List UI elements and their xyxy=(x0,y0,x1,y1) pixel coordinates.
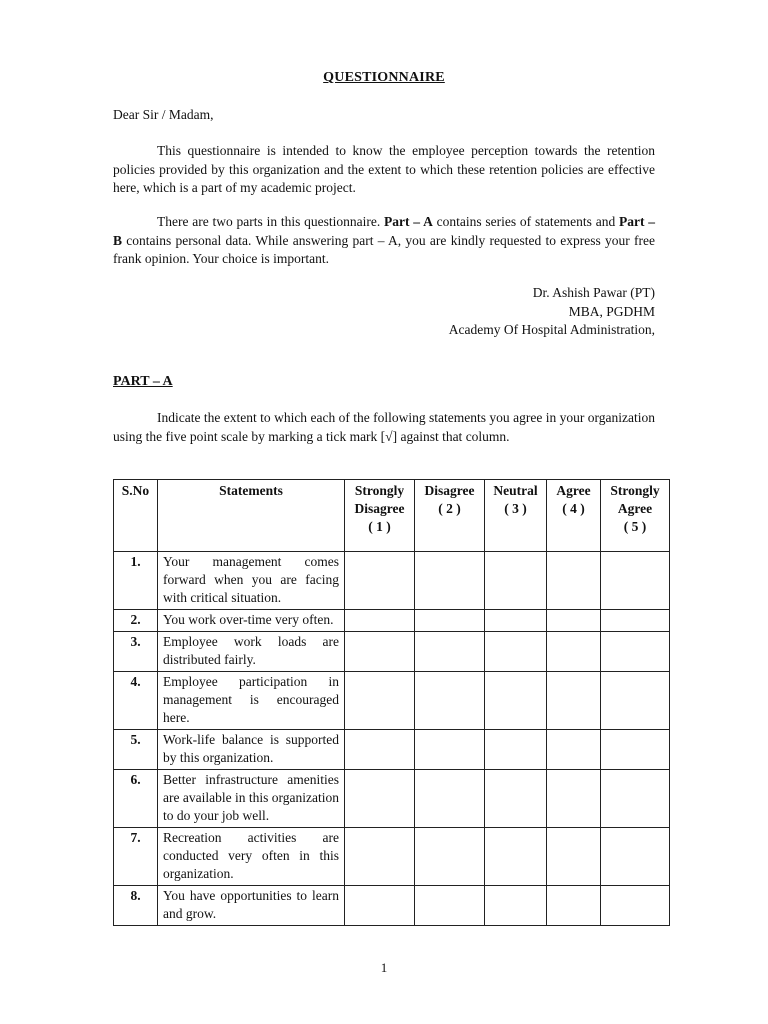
tick-cell-neutral[interactable] xyxy=(485,828,547,886)
part-a-instruction xyxy=(113,409,655,446)
page-number: 1 xyxy=(380,960,388,975)
tick-cell-strongly-disagree[interactable] xyxy=(345,828,415,886)
table-row xyxy=(114,886,670,926)
header-neutral-num: ( 3 ) xyxy=(504,501,527,516)
row-statement: Employee work loads are distributed fairly. xyxy=(158,632,345,672)
tick-cell-neutral[interactable] xyxy=(485,632,547,672)
tick-cell-strongly-disagree[interactable] xyxy=(345,672,415,730)
header-sno xyxy=(114,480,158,552)
tick-cell-agree[interactable] xyxy=(547,730,601,770)
tick-cell-agree[interactable] xyxy=(547,632,601,672)
row-sno: 8. xyxy=(114,886,158,926)
intro-text: This questionnaire is intended to know the employee perception towards the retention policies provided by this organization and the extent to which these retention policies are effective here, which is a part of my academic project. xyxy=(113,143,655,195)
row-sno: 6. xyxy=(114,770,158,828)
tick-cell-strongly-disagree[interactable] xyxy=(345,730,415,770)
header-strongly-disagree-num: ( 1 ) xyxy=(368,519,391,534)
header-neutral xyxy=(485,480,547,552)
parts-text-3: contains personal data. While answering part – A, you are kindly requested to express your free frank opinion. Your choice is important. xyxy=(113,232,655,266)
table-row xyxy=(114,730,670,770)
tick-cell-strongly-agree[interactable] xyxy=(601,672,670,730)
tick-cell-agree[interactable] xyxy=(547,610,601,632)
tick-cell-disagree[interactable] xyxy=(415,672,485,730)
parts-paragraph xyxy=(113,213,655,269)
tick-cell-agree[interactable] xyxy=(547,770,601,828)
tick-cell-neutral[interactable] xyxy=(485,672,547,730)
tick-cell-disagree[interactable] xyxy=(415,632,485,672)
tick-cell-neutral[interactable] xyxy=(485,610,547,632)
tick-cell-disagree[interactable] xyxy=(415,770,485,828)
header-agree-num: ( 4 ) xyxy=(562,501,585,516)
header-disagree-label: Disagree xyxy=(424,483,475,498)
parts-text-1: There are two parts in this questionnaire. xyxy=(157,214,385,229)
tick-cell-disagree[interactable] xyxy=(415,828,485,886)
header-strongly-agree-num: ( 5 ) xyxy=(623,519,647,534)
header-strongly-agree-label: Strongly Agree xyxy=(610,483,660,516)
table-row xyxy=(114,672,670,730)
header-agree-label: Agree xyxy=(556,483,591,498)
header-neutral-label: Neutral xyxy=(493,483,538,498)
tick-cell-disagree[interactable] xyxy=(415,886,485,926)
signature-name: Dr. Ashish Pawar (PT) xyxy=(532,285,655,300)
header-strongly-disagree xyxy=(345,480,415,552)
row-sno: 5. xyxy=(114,730,158,770)
row-statement: Employee participation in management is encouraged here. xyxy=(158,672,345,730)
tick-cell-neutral[interactable] xyxy=(485,552,547,610)
table-row xyxy=(114,828,670,886)
tick-cell-agree[interactable] xyxy=(547,828,601,886)
signature-block xyxy=(449,284,655,340)
part-a-label: Part – A xyxy=(384,214,433,229)
tick-cell-strongly-disagree[interactable] xyxy=(345,886,415,926)
part-b-label: Part – B xyxy=(113,214,655,248)
row-statement: Your management comes forward when you are facing with critical situation. xyxy=(158,552,345,610)
tick-cell-strongly-disagree[interactable] xyxy=(345,770,415,828)
tick-cell-strongly-agree[interactable] xyxy=(601,828,670,886)
row-statement: You have opportunities to learn and grow. xyxy=(158,886,345,926)
header-statements-label: Statements xyxy=(219,483,283,498)
header-sno-label: S.No xyxy=(121,483,150,498)
tick-cell-strongly-disagree[interactable] xyxy=(345,632,415,672)
tick-cell-strongly-agree[interactable] xyxy=(601,886,670,926)
tick-cell-strongly-agree[interactable] xyxy=(601,730,670,770)
tick-cell-strongly-agree[interactable] xyxy=(601,552,670,610)
intro-paragraph xyxy=(113,142,655,198)
tick-cell-strongly-agree[interactable] xyxy=(601,770,670,828)
table-row xyxy=(114,610,670,632)
header-disagree-num: ( 2 ) xyxy=(438,501,461,516)
table-row xyxy=(114,552,670,610)
table-row xyxy=(114,632,670,672)
table-row xyxy=(114,770,670,828)
tick-cell-strongly-disagree[interactable] xyxy=(345,610,415,632)
row-sno: 2. xyxy=(114,610,158,632)
instruction-text: Indicate the extent to which each of the following statements you agree in your organization using the five point scale by marking a tick mark [√] against that column. xyxy=(113,410,655,444)
tick-cell-disagree[interactable] xyxy=(415,730,485,770)
questionnaire-table xyxy=(113,479,670,926)
salutation: Dear Sir / Madam, xyxy=(113,107,214,122)
header-agree xyxy=(547,480,601,552)
tick-cell-neutral[interactable] xyxy=(485,770,547,828)
row-statement: Work-life balance is supported by this organization. xyxy=(158,730,345,770)
signature-institution: Academy Of Hospital Administration, xyxy=(448,322,655,337)
header-strongly-disagree-label: Strongly Disagree xyxy=(354,483,405,516)
row-statement: You work over-time very often. xyxy=(158,610,345,632)
row-sno: 1. xyxy=(114,552,158,610)
row-statement: Better infrastructure amenities are available in this organization to do your job well. xyxy=(158,770,345,828)
row-statement: Recreation activities are conducted very often in this organization. xyxy=(158,828,345,886)
tick-cell-agree[interactable] xyxy=(547,672,601,730)
header-disagree xyxy=(415,480,485,552)
row-sno: 7. xyxy=(114,828,158,886)
tick-cell-neutral[interactable] xyxy=(485,730,547,770)
tick-cell-disagree[interactable] xyxy=(415,552,485,610)
parts-text-2: contains series of statements and xyxy=(432,214,619,229)
tick-cell-strongly-disagree[interactable] xyxy=(345,552,415,610)
header-strongly-agree xyxy=(601,480,670,552)
tick-cell-agree[interactable] xyxy=(547,886,601,926)
tick-cell-neutral[interactable] xyxy=(485,886,547,926)
signature-qualification: MBA, PGDHM xyxy=(568,303,655,319)
tick-cell-strongly-agree[interactable] xyxy=(601,632,670,672)
document-title: QUESTIONNAIRE xyxy=(323,70,445,85)
tick-cell-strongly-agree[interactable] xyxy=(601,610,670,632)
table-header-row xyxy=(114,480,670,552)
tick-cell-disagree[interactable] xyxy=(415,610,485,632)
header-statements xyxy=(158,480,345,552)
row-sno: 4. xyxy=(114,672,158,730)
row-sno: 3. xyxy=(114,632,158,672)
part-a-heading: PART – A xyxy=(113,374,173,389)
tick-cell-agree[interactable] xyxy=(547,552,601,610)
